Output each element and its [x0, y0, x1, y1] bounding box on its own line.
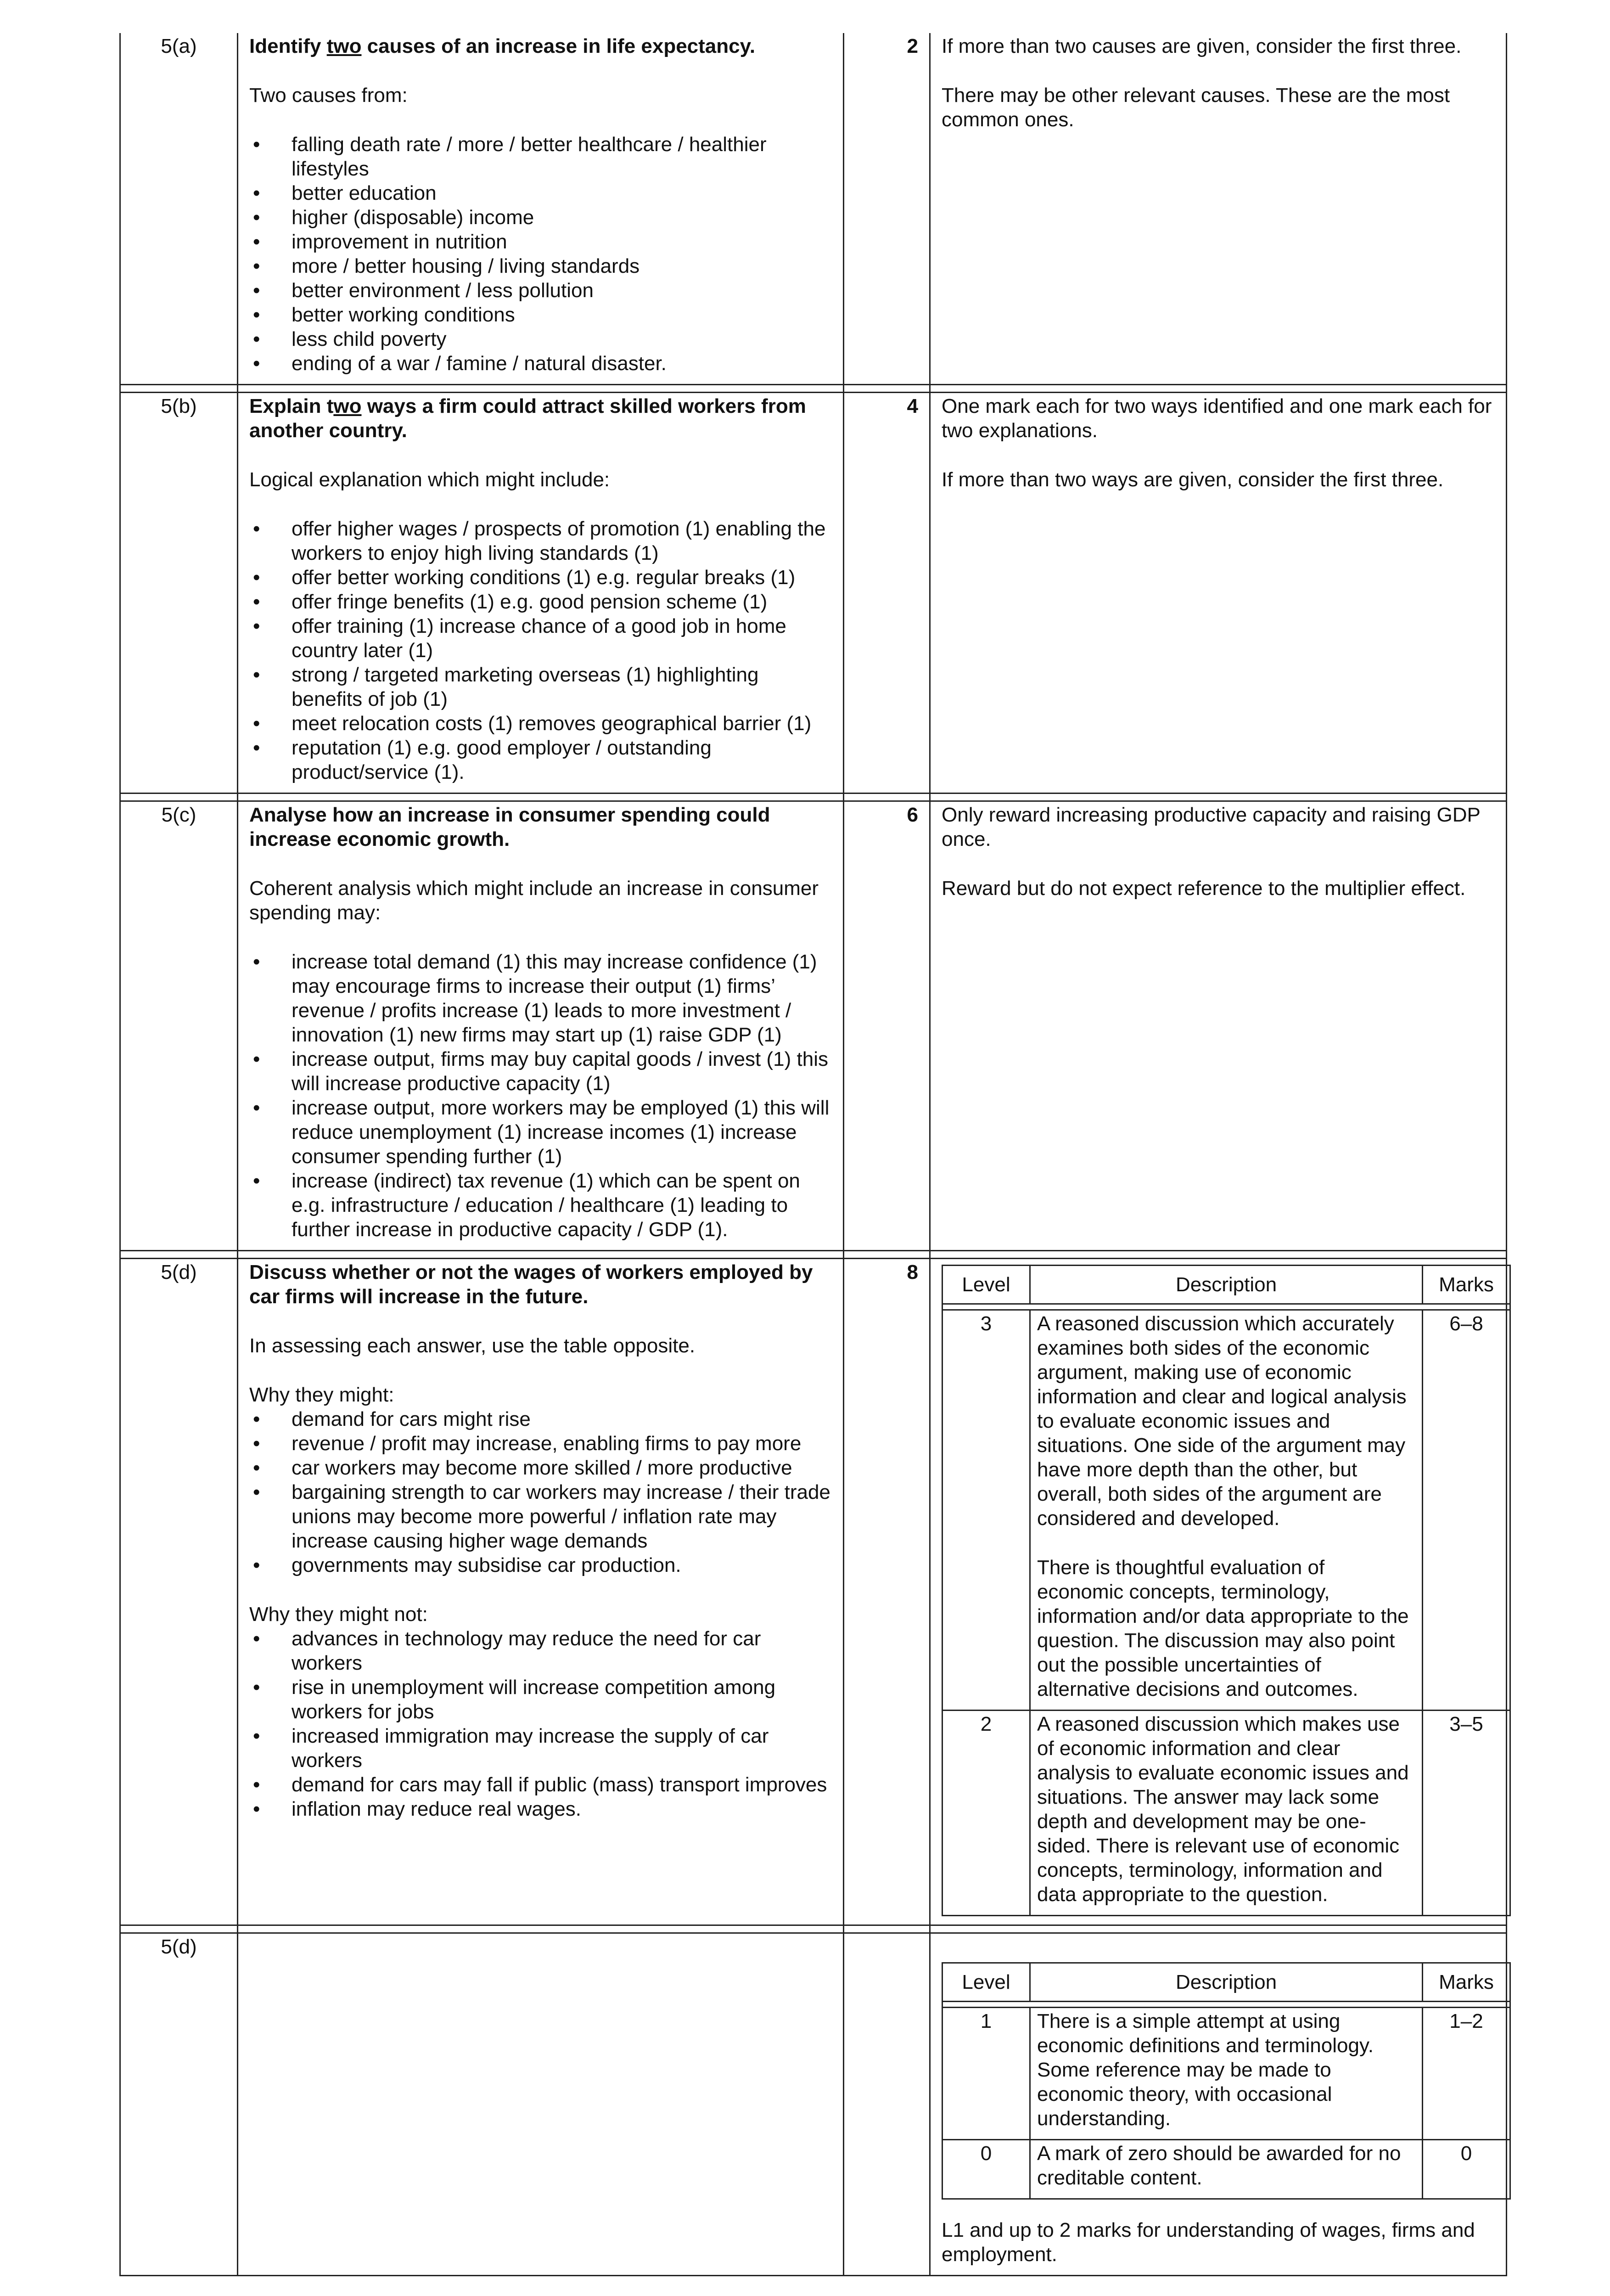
question-number: 5(b) — [120, 393, 238, 793]
guidance-text: If more than two causes are given, consider the first three. — [942, 35, 1462, 57]
bullet-item: • less child poverty — [249, 327, 832, 351]
bullet-item: • rise in unemployment will increase competition among workers for jobs — [249, 1675, 832, 1724]
level-description-text: A mark of zero should be awarded for no creditable content. — [1037, 2142, 1401, 2189]
answer-bullet-list — [249, 517, 832, 784]
answer-intro: Two causes from: — [249, 84, 408, 107]
guidance-text: Only reward increasing productive capacity and raising GDP once. — [942, 804, 1481, 850]
levels-table — [942, 1962, 1511, 2200]
mark-scheme-table — [119, 33, 1507, 2276]
guidance-text: One mark each for two ways identified and one mark each for two explanations. — [942, 395, 1492, 442]
bullet-item: • revenue / profit may increase, enabling firms to pay more — [249, 1431, 832, 1456]
level-row — [942, 1310, 1510, 1711]
marks-value: 2 — [844, 33, 930, 385]
level-marks: 3–5 — [1423, 1711, 1510, 1916]
bullet-item: • better education — [249, 181, 832, 205]
level-number: 3 — [942, 1310, 1030, 1711]
question-number: 5(a) — [120, 33, 238, 385]
guidance-text: There may be other relevant causes. These are the most common ones. — [942, 84, 1450, 131]
level-marks: 1–2 — [1423, 2008, 1510, 2140]
bullet-item: • offer better working conditions (1) e.g. regular breaks (1) — [249, 565, 832, 590]
bullet-item: • demand for cars might rise — [249, 1407, 832, 1431]
bullet-item: • falling death rate / more / better healthcare / healthier lifestyles — [249, 132, 832, 181]
level-marks: 0 — [1423, 2140, 1510, 2199]
answer-cell — [238, 801, 844, 1251]
level-number: 1 — [942, 2008, 1030, 2140]
why-heading: Why they might: — [249, 1384, 394, 1406]
bullet-item: • increased immigration may increase the supply of car workers — [249, 1724, 832, 1773]
bullet-item: • higher (disposable) income — [249, 205, 832, 230]
bullet-item: • better working conditions — [249, 303, 832, 327]
question-title: Analyse how an increase in consumer spending could increase economic growth. — [249, 804, 770, 850]
bullet-item: • demand for cars may fall if public (mass) transport improves — [249, 1773, 832, 1797]
level-row — [942, 1711, 1510, 1916]
level-description — [1030, 2008, 1423, 2140]
bullet-item: • offer training (1) increase chance of a good job in home country later (1) — [249, 614, 832, 663]
level-description — [1030, 2140, 1423, 2199]
levels-header-row — [942, 1963, 1510, 2002]
guidance-text: Reward but do not expect reference to the multiplier effect. — [942, 877, 1466, 900]
answer-cell — [238, 1259, 844, 1925]
marks-value: 4 — [844, 393, 930, 793]
question-row-5c — [120, 801, 1507, 1251]
question-title: Identify two causes of an increase in life expectancy. — [249, 35, 756, 57]
answer-cell — [238, 1933, 844, 2276]
row-separator — [120, 1251, 1507, 1259]
guidance-cell — [930, 393, 1507, 793]
answer-bullet-list — [249, 950, 832, 1242]
question-number: 5(d) — [120, 1259, 238, 1925]
why-bullet-list — [249, 1407, 832, 1577]
levels-table — [942, 1265, 1511, 1916]
levels-header-description: Description — [1030, 1266, 1423, 1304]
question-title: Discuss whether or not the wages of workers employed by car firms will increase in the future. — [249, 1261, 813, 1308]
answer-intro: Coherent analysis which might include an increase in consumer spending may: — [249, 877, 819, 924]
guidance-cell — [930, 801, 1507, 1251]
bullet-item: • better environment / less pollution — [249, 278, 832, 303]
level-marks: 6–8 — [1423, 1310, 1510, 1711]
question-row-5b — [120, 393, 1507, 793]
bullet-item: • advances in technology may reduce the need for car workers — [249, 1626, 832, 1675]
marks-cell — [844, 1933, 930, 2276]
bullet-item: • reputation (1) e.g. good employer / outstanding product/service (1). — [249, 736, 832, 784]
why-not-heading: Why they might not: — [249, 1603, 428, 1626]
levels-header-level: Level — [942, 1963, 1030, 2002]
level-description-text: A reasoned discussion which accurately examines both sides of the economic argument, making use of economic information and clear and logical analysis to evaluate economic issues and situations. One side of the argument may have more depth than the other, but overall, both sides of the argument are considered and developed. — [1037, 1312, 1407, 1530]
level-description-text: A reasoned discussion which makes use of economic information and clear analysis to evaluate economic issues and situations. The answer may lack some depth and development may be one-sided. There is relevant use of economic concepts, terminology, information and data appropriate to the question. — [1037, 1713, 1409, 1906]
question-row-5d-continued — [120, 1933, 1507, 2276]
guidance-cell — [930, 33, 1507, 385]
question-number: 5(c) — [120, 801, 238, 1251]
levels-header-marks: Marks — [1423, 1266, 1510, 1304]
bullet-item: • governments may subsidise car production. — [249, 1553, 832, 1577]
bullet-item: • increase (indirect) tax revenue (1) which can be spent on e.g. infrastructure / education / healthcare (1) leading to further increase in productive capacity / GDP (1). — [249, 1169, 832, 1242]
level-description — [1030, 1711, 1423, 1916]
question-title: Explain two ways a firm could attract skilled workers from another country. — [249, 395, 806, 442]
bullet-item: • car workers may become more skilled / more productive — [249, 1456, 832, 1480]
question-row-5a — [120, 33, 1507, 385]
level-number: 0 — [942, 2140, 1030, 2199]
why-not-bullet-list — [249, 1626, 832, 1821]
bullet-item: • strong / targeted marketing overseas (1) highlighting benefits of job (1) — [249, 663, 832, 711]
levels-header-level: Level — [942, 1266, 1030, 1304]
row-separator — [120, 385, 1507, 393]
bullet-item: • offer fringe benefits (1) e.g. good pension scheme (1) — [249, 590, 832, 614]
guidance-text: If more than two ways are given, consider the first three. — [942, 468, 1444, 491]
question-number: 5(d) — [120, 1933, 238, 2276]
bullet-item: • increase output, firms may buy capital goods / invest (1) this will increase productive capacity (1) — [249, 1047, 832, 1096]
bullet-item: • more / better housing / living standards — [249, 254, 832, 278]
bullet-item: • offer higher wages / prospects of promotion (1) enabling the workers to enjoy high living standards (1) — [249, 517, 832, 565]
levels-header-marks: Marks — [1423, 1963, 1510, 2002]
level-row — [942, 2140, 1510, 2199]
marks-value: 8 — [844, 1259, 930, 1925]
level-description-text: There is thoughtful evaluation of economic concepts, terminology, information and/or data appropriate to the question. The discussion may also point out the possible uncertainties of alternative decisions and outcomes. — [1037, 1556, 1409, 1700]
row-separator — [120, 1925, 1507, 1933]
answer-cell — [238, 33, 844, 385]
level-number: 2 — [942, 1711, 1030, 1916]
marks-value: 6 — [844, 801, 930, 1251]
level-row — [942, 2008, 1510, 2140]
bullet-item: • bargaining strength to car workers may increase / their trade unions may become more powerful / inflation rate may increase causing higher wage demands — [249, 1480, 832, 1553]
bullet-item: • increase output, more workers may be employed (1) this will reduce unemployment (1) increase incomes (1) increase consumer spending further (1) — [249, 1096, 832, 1169]
row-separator — [120, 793, 1507, 801]
bullet-item: • increase total demand (1) this may increase confidence (1) may encourage firms to increase their output (1) firms’ revenue / profits increase (1) leads to more investment / innovation (1) new firms may start up (1) raise GDP (1) — [249, 950, 832, 1047]
answer-intro: In assessing each answer, use the table opposite. — [249, 1334, 696, 1357]
answer-bullet-list — [249, 132, 832, 376]
bullet-item: • improvement in nutrition — [249, 230, 832, 254]
bullet-item: • ending of a war / famine / natural disaster. — [249, 351, 832, 376]
question-row-5d — [120, 1259, 1507, 1925]
levels-note: L1 and up to 2 marks for understanding of wages, firms and employment. — [942, 2219, 1475, 2266]
answer-intro: Logical explanation which might include: — [249, 468, 610, 491]
bullet-item: • inflation may reduce real wages. — [249, 1797, 832, 1821]
levels-header-row — [942, 1266, 1510, 1304]
levels-header-description: Description — [1030, 1963, 1423, 2002]
guidance-cell — [930, 1259, 1507, 1925]
bullet-item: • meet relocation costs (1) removes geographical barrier (1) — [249, 711, 832, 736]
guidance-cell — [930, 1933, 1507, 2276]
level-description-text: There is a simple attempt at using economic definitions and terminology. Some reference may be made to economic theory, with occasional understanding. — [1037, 2010, 1374, 2130]
answer-cell — [238, 393, 844, 793]
level-description — [1030, 1310, 1423, 1711]
